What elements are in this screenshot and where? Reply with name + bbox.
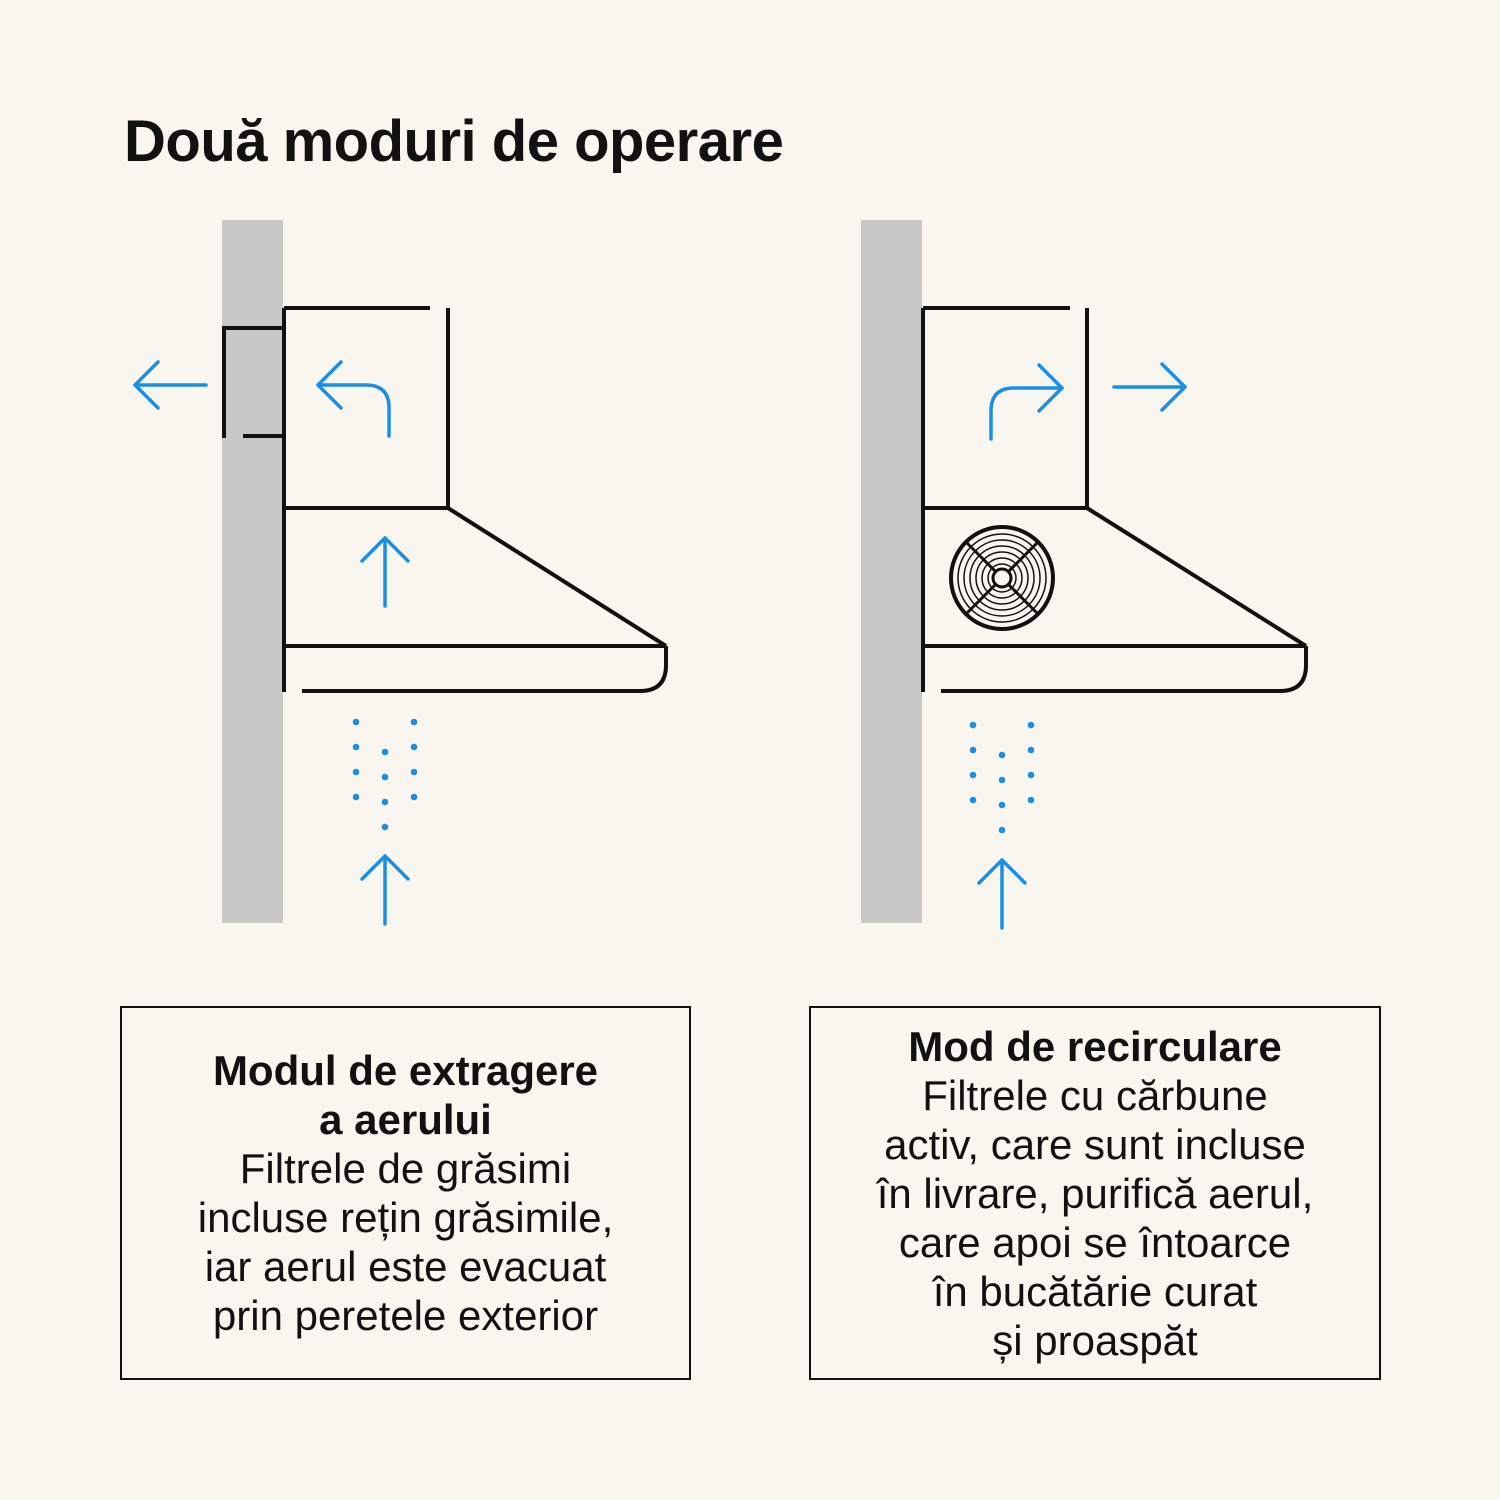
- fan-icon: [951, 527, 1053, 629]
- curved-arrow-left-icon: [318, 362, 389, 436]
- arrow-right-icon: [1114, 364, 1185, 410]
- arrow-up-icon: [362, 538, 408, 606]
- caption-body: Filtrele cu cărbune activ, care sunt incluse în livrare, purifică aerul, care apoi se întoarce în bucătărie curat și proaspăt: [876, 1071, 1314, 1364]
- extraction-diagram: [135, 220, 666, 924]
- chimney-hood-left: [284, 308, 666, 692]
- caption-heading: Modul de extragere a aerului: [212, 1047, 599, 1143]
- page-title: Două moduri de operare: [124, 109, 784, 174]
- wall-right: [861, 220, 922, 923]
- curved-arrow-right-icon: [991, 365, 1062, 439]
- chimney-hood-right: [923, 308, 1306, 692]
- caption-body: Filtrele de grăsimi incluse rețin grăsimile, iar aerul este evacuat prin peretele exterior: [197, 1145, 614, 1339]
- wall-left: [222, 220, 283, 923]
- caption-heading: Mod de recirculare: [908, 1022, 1282, 1070]
- airflow-dots-right: [970, 722, 1035, 834]
- arrow-up-icon: [979, 860, 1025, 928]
- arrow-up-icon: [362, 856, 408, 924]
- arrow-left-icon: [135, 362, 206, 408]
- recirculation-mode-caption: [809, 1006, 1381, 1380]
- airflow-dots-left: [353, 719, 418, 831]
- recirculation-diagram: [861, 220, 1306, 928]
- extraction-mode-caption: [120, 1006, 691, 1380]
